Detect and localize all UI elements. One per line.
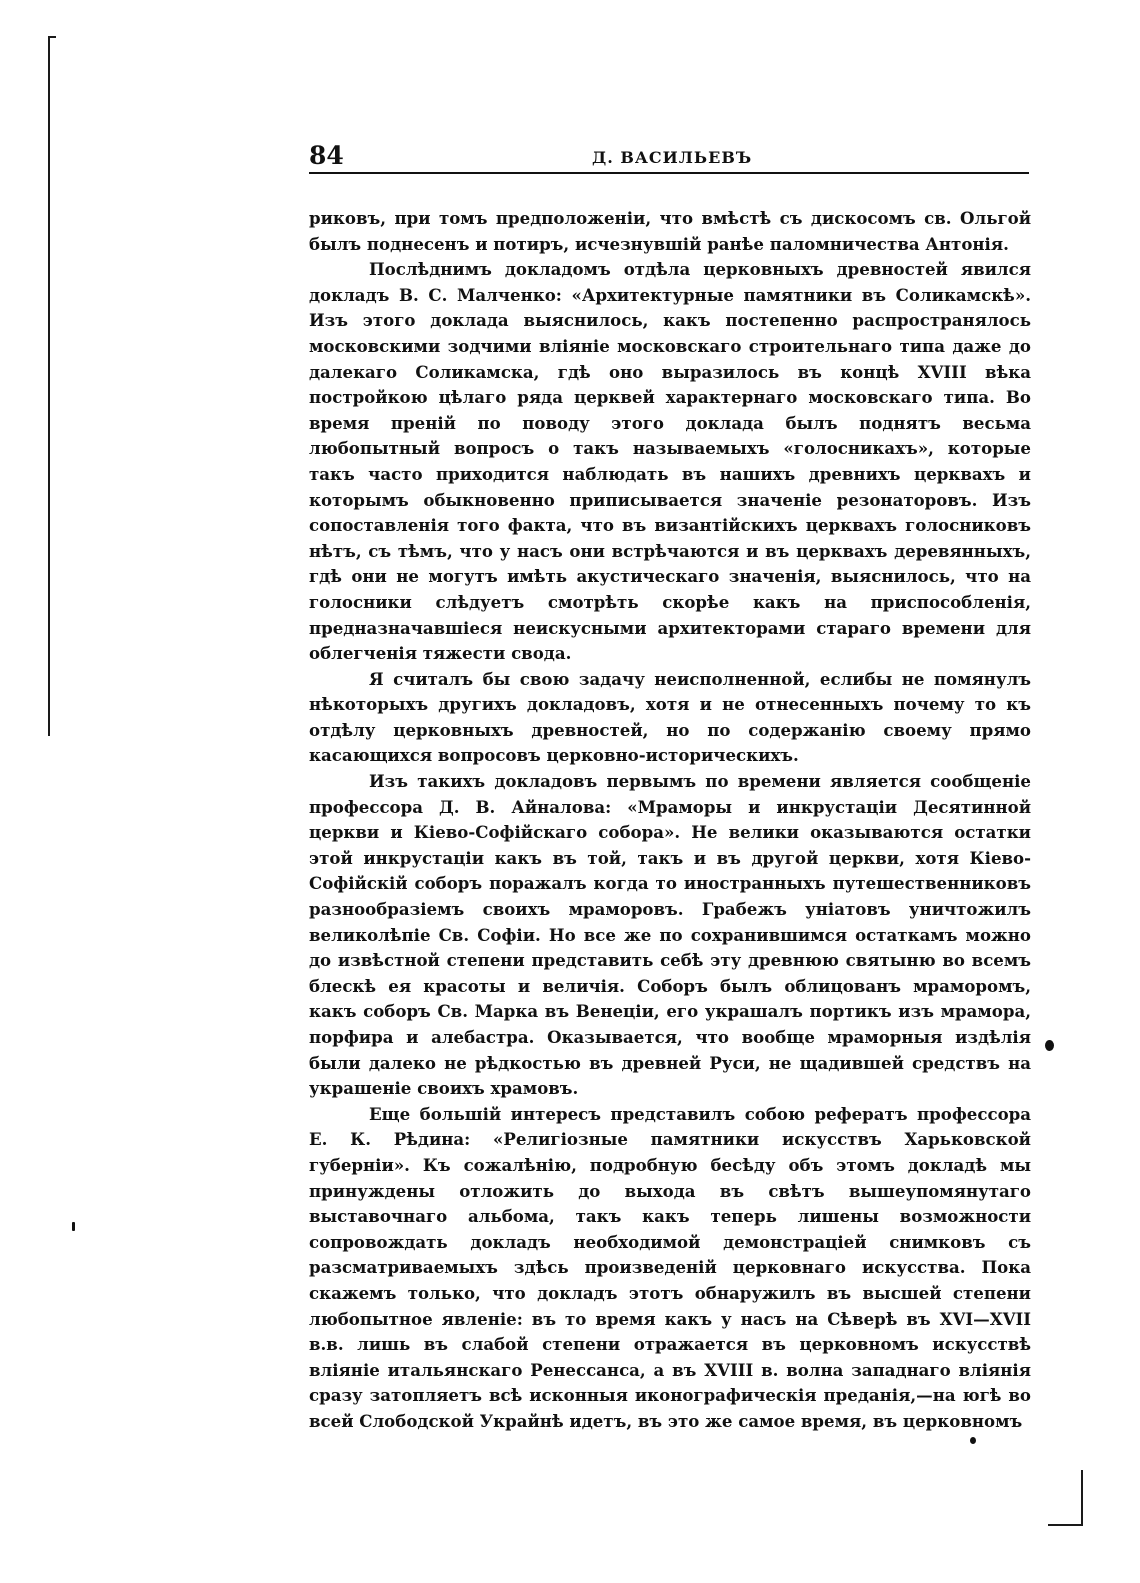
running-head: Д. ВАСИЛЬЕВЪ bbox=[592, 148, 753, 167]
page-number: 84 bbox=[309, 141, 344, 170]
scan-border-bottom bbox=[1048, 1524, 1083, 1526]
paragraph: Еще большій интересъ представилъ собою рефератъ профессора Е. К. Рѣдина: «Религіозные памятники искусствъ Харьковской губерніи». Къ сожалѣнію, подробную бесѣду объ этомъ докладѣ мы принуждены отложить до выхода въ свѣтъ вышеупомянутаго выставочнаго альбома, такъ какъ теперь лишены возможности сопровождать докладъ необходимой демонстраціей снимковъ съ разсматриваемыхъ здѣсь произведеній церковнаго искусства. Пока скажемъ только, что докладъ этотъ обнаружилъ въ высшей степени любопытное явленіе: въ то время какъ у насъ на Сѣверѣ въ XVI—XVII в.в. лишь въ слабой степени отражается въ церковномъ искусствѣ вліяніе итальянскаго Ренессанса, а въ XVIII в. волна западнаго вліянія сразу затопляетъ всѣ исконныя иконографическія преданія,—на югѣ во всей Слободской Украйнѣ идетъ, въ это же самое время, въ церковномъ bbox=[309, 1103, 1031, 1431]
paragraph: Послѣднимъ докладомъ отдѣла церковныхъ древностей явился докладъ В. С. Малченко: «Архитектурные памятники въ Соликамскѣ». Изъ этого доклада выяснилось, какъ постепенно распространялось московскими зодчими вліяніе московскаго строительнаго типа даже до далекаго Соликамска, гдѣ оно выразилось въ концѣ XVIII вѣка постройкою цѣлаго ряда церквей характернаго московскаго типа. Во время преній по поводу этого доклада былъ поднятъ весьма любопытный вопросъ о такъ называемыхъ «голосникахъ», которые такъ часто приходится наблюдать въ нашихъ древнихъ церквахъ и которымъ обыкновенно приписывается значеніе резонаторовъ. Изъ сопоставленія того факта, что въ византійскихъ церквахъ голосниковъ нѣтъ, съ тѣмъ, что у насъ они встрѣчаются и въ церквахъ деревянныхъ, гдѣ они не могутъ имѣть акустическаго значенія, выяснилось, что на голосники слѣдуетъ смотрѣть скорѣе какъ на приспособленія, предназначавшіеся неискусными архитекторами стараго времени для облегченія тяжести свода. bbox=[309, 259, 1031, 664]
speck-mark bbox=[72, 1222, 75, 1231]
page-header bbox=[309, 142, 1029, 174]
scan-border-bottom-right bbox=[1081, 1470, 1083, 1526]
ink-dot bbox=[970, 1437, 976, 1444]
paragraph-continued: риковъ, при томъ предположеніи, что вмѣстѣ съ дискосомъ св. Ольгой былъ поднесенъ и потиръ, исчезнувшій ранѣе паломничества Антонія. bbox=[309, 208, 1031, 254]
scan-border-left bbox=[48, 36, 50, 736]
paragraph: Я считалъ бы свою задачу неисполненной, еслибы не помянулъ нѣкоторыхъ другихъ докладовъ, хотя и не отнесенныхъ почему то къ отдѣлу церковныхъ древностей, но по содержанію своему прямо касающихся вопросовъ церковно-историческихъ. bbox=[309, 668, 1031, 766]
ink-blot bbox=[1045, 1040, 1054, 1051]
body-text bbox=[309, 206, 1031, 1435]
paragraph: Изъ такихъ докладовъ первымъ по времени является сообщеніе профессора Д. В. Айналова: «Мраморы и инкрустаціи Десятинной церкви и Кіево-Софійскаго собора». Не велики оказываются остатки этой инкрустаціи какъ въ той, такъ и въ другой церкви, хотя Кіево-Софійскій соборъ поражалъ когда то иностранныхъ путешественниковъ разнообразіемъ своихъ мраморовъ. Грабежъ уніатовъ уничтожилъ великолѣпіе Св. Софіи. Но все же по сохранившимся остаткамъ можно до извѣстной степени представить себѣ эту древнюю святыню во всемъ блескѣ ея красоты и величія. Соборъ былъ облицованъ мраморомъ, какъ соборъ Св. Марка въ Венеціи, его украшалъ портикъ изъ мрамора, порфира и алебастра. Оказывается, что вообще мраморныя издѣлія были далеко не рѣдкостью въ древней Руси, не щадившей средствъ на украшеніе своихъ храмовъ. bbox=[309, 771, 1031, 1099]
